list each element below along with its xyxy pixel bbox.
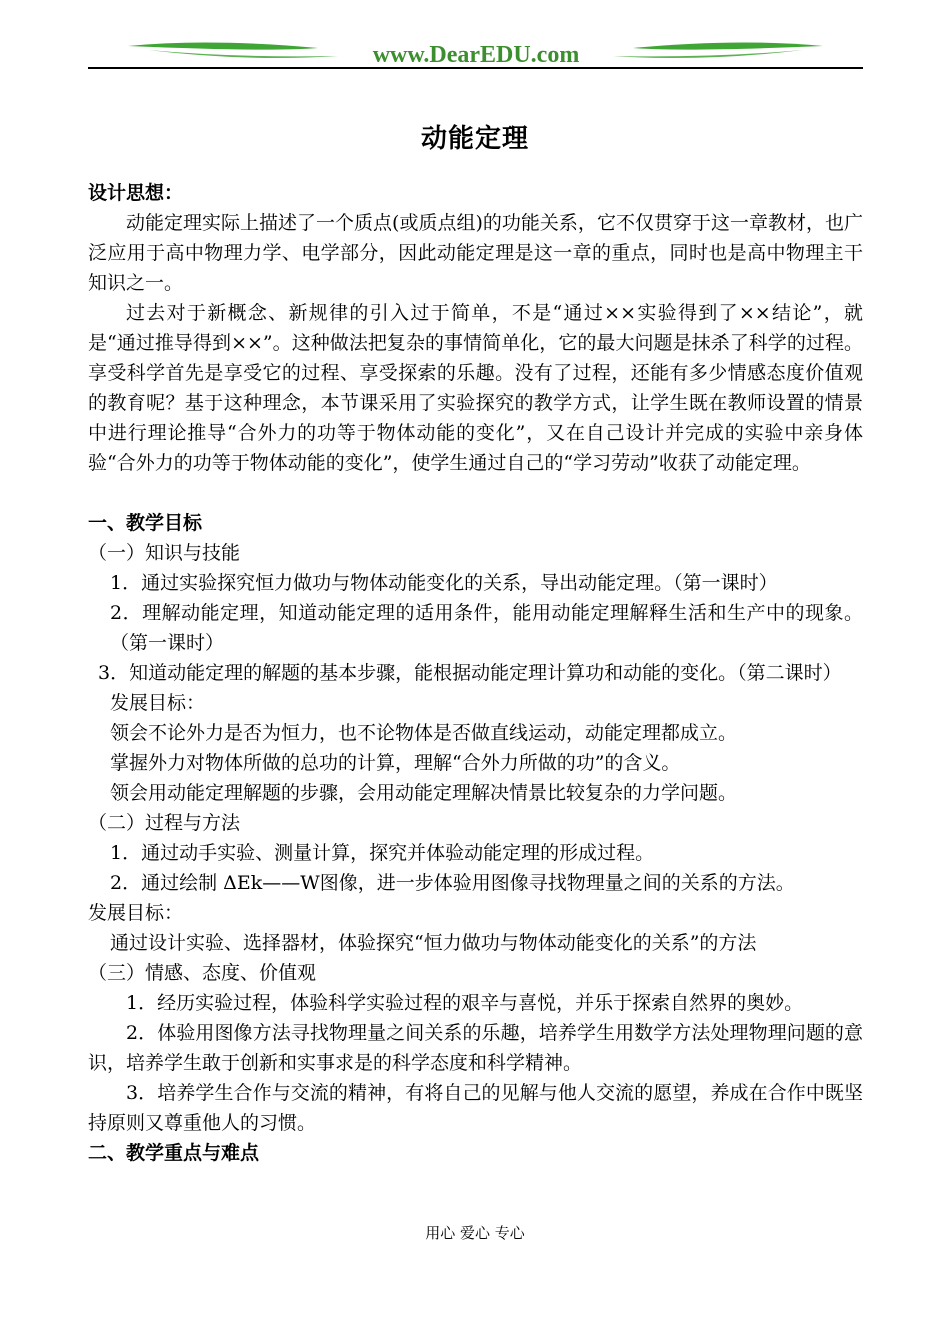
knowledge-dev-label: 发展目标： xyxy=(110,692,206,714)
design-heading: 设计思想： xyxy=(88,182,184,204)
process-item-1: 1．通过动手实验、测量计算，探究并体验动能定理的形成过程。 xyxy=(110,842,655,864)
goals-heading: 一、教学目标 xyxy=(88,512,203,534)
process-item-2: 2．通过绘制 ΔEk——W图像，进一步体验用图像寻找物理量之间的关系的方法。 xyxy=(110,872,795,894)
knowledge-item-2: 2．理解动能定理，知道动能定理的适用条件，能用动能定理解释生活和生产中的现象。（第一课时） xyxy=(110,602,863,654)
document-body xyxy=(88,178,863,1168)
attitude-item-3: 3．培养学生合作与交流的精神，有将自己的见解与他人交流的愿望，养成在合作中既坚持原则又尊重他人的习惯。 xyxy=(88,1082,863,1134)
design-paragraph-1: 动能定理实际上描述了一个质点(或质点组)的功能关系，它不仅贯穿于这一章教材，也广泛应用于高中物理力学、电学部分，因此动能定理是这一章的重点，同时也是高中物理主干知识之一。 xyxy=(88,212,863,294)
keypoints-heading: 二、教学重点与难点 xyxy=(88,1142,260,1164)
process-dev-1: 通过设计实验、选择器材，体验探究“恒力做功与物体动能变化的关系”的方法 xyxy=(110,932,757,954)
knowledge-dev-1: 领会不论外力是否为恒力，也不论物体是否做直线运动，动能定理都成立。 xyxy=(110,722,738,744)
attitude-subheading: （三）情感、态度、价值观 xyxy=(88,962,317,984)
knowledge-subheading: （一）知识与技能 xyxy=(88,542,241,564)
process-dev-label: 发展目标： xyxy=(88,902,184,924)
page-title: 动能定理 xyxy=(420,124,529,154)
knowledge-item-3: 3．知道动能定理的解题的基本步骤，能根据动能定理计算功和动能的变化。（第二课时） xyxy=(98,662,842,684)
process-subheading: （二）过程与方法 xyxy=(88,812,241,834)
attitude-item-1: 1．经历实验过程，体验科学实验过程的艰辛与喜悦，并乐于探索自然界的奥妙。 xyxy=(126,992,804,1014)
knowledge-dev-2: 掌握外力对物体所做的总功的计算，理解“合外力所做的功”的含义。 xyxy=(110,752,681,774)
page-footer: 用心 爱心 专心 xyxy=(425,1224,525,1242)
attitude-item-2: 2．体验用图像方法寻找物理量之间关系的乐趣，培养学生用数学方法处理物理问题的意识，培养学生敢于创新和实事求是的科学态度和科学精神。 xyxy=(88,1022,863,1074)
design-paragraph-2: 过去对于新概念、新规律的引入过于简单，不是“通过××实验得到了××结论”，就是“通过推导得到××”。这种做法把复杂的事情简单化，它的最大问题是抹杀了科学的过程。享受科学首先是享受它的过程、享受探索的乐趣。没有了过程，还能有多少情感态度价值观的教育呢？基于这种理念，本节课采用了实验探究的教学方式，让学生既在教师设置的情景中进行理论推导“合外力的功等于物体动能的变化”，又在自己设计并完成的实验中亲身体验“合外力的功等于物体动能的变化”，使学生通过自己的“学习劳动”收获了动能定理。 xyxy=(88,302,863,474)
knowledge-item-1: 1．通过实验探究恒力做功与物体动能变化的关系，导出动能定理。（第一课时） xyxy=(110,572,778,594)
site-logo-text: www.DearEDU.com xyxy=(372,42,580,68)
knowledge-dev-3: 领会用动能定理解题的步骤，会用动能定理解决情景比较复杂的力学问题。 xyxy=(110,782,738,804)
header-divider xyxy=(88,67,863,69)
